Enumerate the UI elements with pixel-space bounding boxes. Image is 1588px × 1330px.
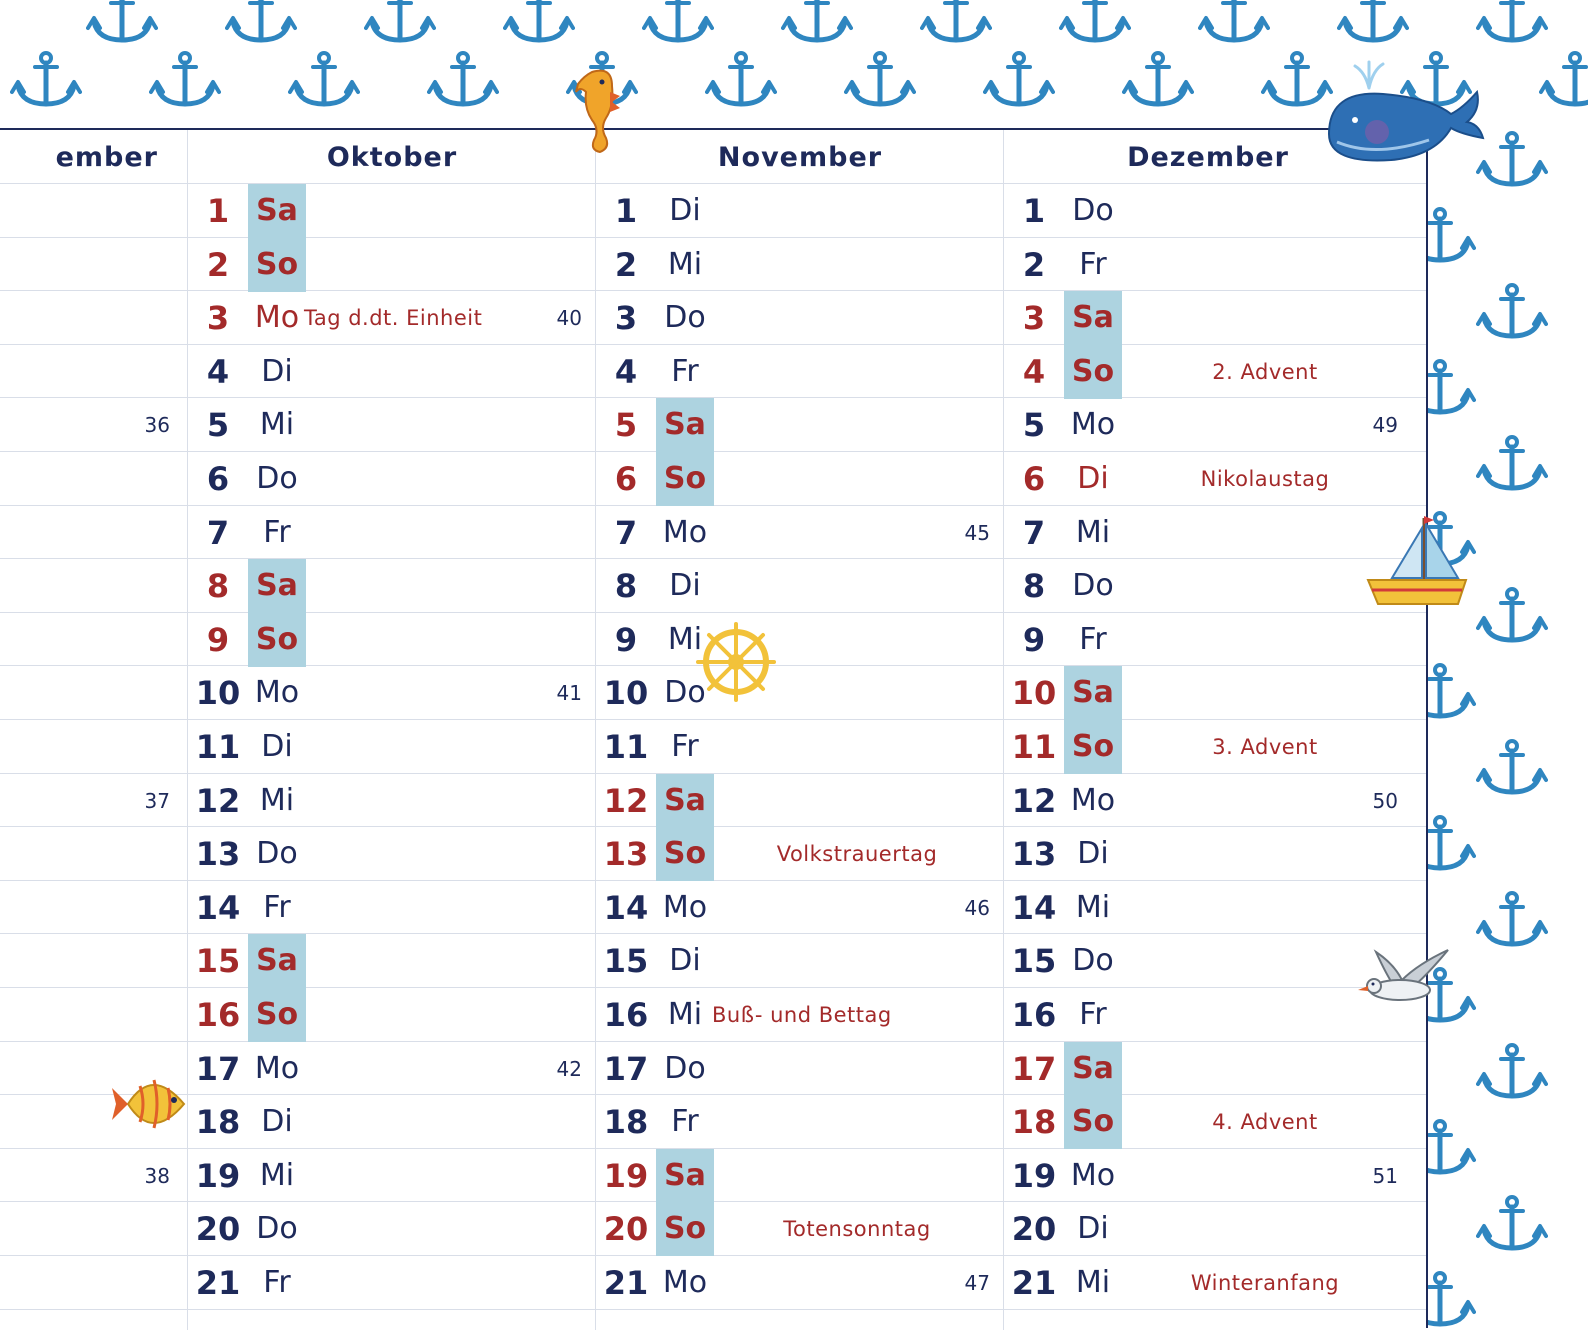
day-number: 15: [603, 942, 649, 981]
day-row: [1004, 291, 1412, 345]
day-number: 21: [1011, 1264, 1057, 1302]
day-row: [188, 720, 596, 774]
weekday-weekend-cell: So: [1064, 720, 1122, 774]
weekday-label: Fr: [263, 889, 291, 925]
day-row: [0, 1095, 184, 1149]
day-number: 1: [614, 192, 638, 230]
month-title-oktober: Oktober: [326, 142, 458, 173]
anchor-icon: [1478, 437, 1546, 488]
day-row: [596, 398, 1004, 452]
day-row: [0, 774, 184, 828]
weekday-label: Mi: [667, 246, 703, 282]
day-number: 14: [603, 888, 649, 927]
anchor-icon: [1061, 0, 1129, 40]
day-row: [596, 345, 1004, 399]
day-row: [188, 184, 596, 238]
day-number: 18: [195, 1103, 241, 1142]
calendar-week-number: 42: [556, 1056, 582, 1081]
day-number: 4: [1022, 352, 1046, 391]
weekday-label: Mo: [1070, 782, 1116, 818]
day-row: [1004, 1042, 1412, 1096]
day-row: [188, 774, 596, 828]
day-row: [0, 827, 184, 881]
day-number: 2: [206, 245, 230, 284]
day-number: 16: [195, 996, 241, 1034]
day-row: [188, 452, 596, 506]
day-number: 12: [195, 781, 241, 820]
weekday-label: Mo: [1070, 1157, 1116, 1193]
day-row: [1004, 934, 1412, 988]
weekday-label: Do: [1072, 193, 1114, 228]
day-number: 20: [1011, 1210, 1057, 1249]
weekday-label: Fr: [263, 1265, 291, 1300]
day-row: [1004, 184, 1412, 238]
anchor-icon: [151, 53, 219, 104]
weekday-label: Mi: [1075, 514, 1111, 550]
day-row: [596, 1149, 1004, 1203]
day-row: [596, 827, 1004, 881]
anchor-icon: [1478, 1045, 1546, 1096]
day-row: [188, 881, 596, 935]
day-number: 13: [603, 835, 649, 874]
weekday-label: Mi: [259, 407, 295, 443]
day-number: 21: [195, 1264, 241, 1302]
anchor-icon: [505, 0, 573, 40]
weekday-weekend-cell: So: [656, 1202, 714, 1256]
holiday-label: Winteranfang: [1190, 1271, 1340, 1295]
weekday-label: Di: [261, 1104, 293, 1140]
day-row: [188, 291, 596, 345]
day-number: 5: [614, 406, 638, 445]
month-column-september: [0, 130, 184, 1330]
anchor-icon: [846, 53, 914, 104]
weekday-label: Mi: [667, 621, 703, 657]
weekday-label: Di: [669, 943, 701, 979]
weekday-label: Fr: [1079, 621, 1107, 657]
day-row: [596, 613, 1004, 667]
day-row: [188, 506, 596, 560]
day-row: [1004, 1095, 1412, 1149]
calendar-week-number: 38: [144, 1163, 170, 1188]
anchor-icon: [1402, 53, 1470, 104]
weekday-label: Mi: [259, 782, 295, 818]
weekday-label: Fr: [263, 514, 291, 550]
day-row: [188, 827, 596, 881]
day-number: 10: [603, 674, 649, 713]
day-row: [596, 1095, 1004, 1149]
weekday-weekend-cell: So: [656, 827, 714, 881]
day-row: [1004, 452, 1412, 506]
day-number: 3: [1022, 299, 1046, 338]
weekday-label: Fr: [671, 1104, 699, 1140]
day-row: [188, 613, 596, 667]
weekday-label: Do: [664, 1050, 706, 1086]
anchor-icon: [1124, 53, 1192, 104]
day-row: [188, 1256, 596, 1310]
day-row: [0, 291, 184, 345]
day-row: [188, 1042, 596, 1096]
anchor-icon: [707, 53, 775, 104]
day-number: 12: [1011, 781, 1057, 820]
day-row: [596, 1202, 1004, 1256]
day-number: 15: [195, 942, 241, 981]
weekday-label: Mo: [662, 889, 708, 925]
weekday-weekend-cell: So: [248, 613, 306, 667]
holiday-label: 2. Advent: [1212, 359, 1318, 384]
anchor-icon: [1200, 0, 1268, 40]
day-number: 17: [603, 1049, 649, 1088]
day-row: [1004, 613, 1412, 667]
day-row: [1004, 1202, 1412, 1256]
anchor-icon: [1478, 741, 1546, 792]
day-row: [0, 881, 184, 935]
day-row: [1004, 1256, 1412, 1310]
day-row: [1004, 345, 1412, 399]
holiday-label: 4. Advent: [1212, 1110, 1318, 1135]
weekday-weekend-cell: Sa: [656, 398, 714, 452]
weekday-label: Mi: [1075, 889, 1111, 925]
day-row: [0, 1149, 184, 1203]
day-number: 11: [1011, 728, 1057, 766]
month-title-dezember: Dezember: [1127, 142, 1289, 173]
weekday-label: Mo: [254, 675, 300, 711]
day-row: [1004, 666, 1412, 720]
anchor-icon: [985, 53, 1053, 104]
calendar-week-number: 46: [964, 895, 990, 920]
day-row: [596, 559, 1004, 613]
anchor-icon: [783, 0, 851, 40]
weekday-label: Mo: [662, 514, 708, 550]
day-number: 20: [195, 1210, 241, 1249]
anchor-icon: [1478, 133, 1546, 184]
day-number: 3: [614, 299, 638, 338]
weekday-label: Di: [669, 193, 701, 228]
day-row: [188, 666, 596, 720]
day-row: [1004, 881, 1412, 935]
weekday-label: Di: [1077, 836, 1109, 872]
day-row: [596, 1256, 1004, 1310]
calendar-week-number: 36: [144, 413, 170, 438]
anchor-icon: [290, 53, 358, 104]
weekday-label: Di: [669, 568, 701, 604]
day-number: 4: [206, 352, 230, 391]
anchor-icon: [1263, 53, 1331, 104]
day-row: [0, 666, 184, 720]
weekday-label: Do: [664, 300, 706, 336]
calendar-week-number: 50: [1372, 788, 1398, 813]
day-number: 18: [1011, 1103, 1057, 1142]
day-row: [596, 506, 1004, 560]
day-number: 2: [1022, 245, 1046, 284]
calendar-grid: [0, 128, 1428, 1328]
day-number: 5: [1022, 406, 1046, 445]
day-number: 17: [195, 1049, 241, 1088]
weekday-label: Do: [1072, 943, 1114, 979]
day-row: [0, 184, 184, 238]
weekday-label: Do: [256, 461, 298, 496]
weekday-label: Do: [1072, 568, 1114, 604]
day-row: [596, 291, 1004, 345]
day-row: [0, 613, 184, 667]
anchor-icon: [1478, 1197, 1546, 1248]
day-row: [0, 988, 184, 1042]
anchor-icon: [1478, 589, 1546, 640]
calendar-week-number: 45: [964, 520, 990, 545]
day-row: [188, 559, 596, 613]
weekday-label: Fr: [671, 353, 699, 389]
day-number: 13: [1011, 835, 1057, 874]
weekday-label: Fr: [1079, 246, 1107, 282]
anchor-icon: [568, 53, 636, 104]
month-title-september: ember: [55, 142, 158, 173]
day-row: [0, 506, 184, 560]
weekday-weekend-cell: So: [656, 452, 714, 506]
weekday-weekend-cell: Sa: [248, 934, 306, 988]
weekday-label: Mo: [1070, 407, 1116, 443]
anchor-icon: [227, 0, 295, 40]
calendar-week-number: 49: [1372, 413, 1398, 438]
weekday-weekend-cell: Sa: [248, 184, 306, 238]
holiday-label: Buß- und Bettag: [712, 1003, 892, 1027]
day-number: 20: [603, 1210, 649, 1249]
day-row: [596, 184, 1004, 238]
weekday-label: Di: [1077, 1211, 1109, 1247]
day-number: 3: [206, 299, 230, 338]
day-number: 5: [206, 406, 230, 445]
anchor-icon: [12, 53, 80, 104]
day-number: 1: [206, 192, 230, 230]
day-number: 7: [614, 513, 638, 552]
calendar-week-number: 41: [556, 681, 582, 706]
day-row: [188, 238, 596, 292]
weekday-label: Mi: [667, 997, 703, 1032]
day-row: [1004, 1149, 1412, 1203]
holiday-label: Volkstrauertag: [776, 842, 938, 867]
day-row: [0, 934, 184, 988]
day-row: [188, 934, 596, 988]
day-number: 14: [195, 888, 241, 927]
day-number: 2: [614, 245, 638, 284]
day-number: 21: [603, 1264, 649, 1302]
day-number: 4: [614, 352, 638, 391]
month-column-oktober: [188, 130, 596, 1330]
weekday-label: Di: [261, 353, 293, 389]
weekday-weekend-cell: Sa: [656, 1149, 714, 1203]
day-row: [1004, 827, 1412, 881]
weekday-weekend-cell: Sa: [248, 559, 306, 613]
day-number: 14: [1011, 888, 1057, 927]
weekday-label: Fr: [1079, 997, 1107, 1032]
day-row: [188, 1202, 596, 1256]
day-number: 11: [195, 728, 241, 766]
weekday-weekend-cell: So: [1064, 345, 1122, 399]
day-row: [596, 988, 1004, 1042]
anchor-icon: [1541, 53, 1588, 104]
anchor-icon: [644, 0, 712, 40]
day-row: [1004, 720, 1412, 774]
day-number: 9: [206, 620, 230, 659]
day-row: [1004, 398, 1412, 452]
weekday-label: Do: [664, 675, 706, 711]
day-number: 6: [1022, 460, 1046, 498]
day-row: [596, 774, 1004, 828]
day-number: 8: [206, 567, 230, 606]
day-row: [1004, 988, 1412, 1042]
day-row: [0, 1202, 184, 1256]
day-row: [1004, 774, 1412, 828]
day-row: [0, 720, 184, 774]
day-number: 7: [1022, 513, 1046, 552]
day-number: 18: [603, 1103, 649, 1142]
weekday-weekend-cell: Sa: [1064, 291, 1122, 345]
day-number: 10: [195, 674, 241, 713]
weekday-label: Do: [256, 836, 298, 872]
day-number: 7: [206, 513, 230, 552]
day-row: [0, 1042, 184, 1096]
weekday-label: Mi: [259, 1157, 295, 1193]
weekday-label: Di: [1077, 461, 1109, 496]
weekday-weekend-cell: Sa: [1064, 1042, 1122, 1096]
day-number: 19: [1011, 1156, 1057, 1195]
day-number: 6: [206, 460, 230, 498]
calendar-week-number: 47: [964, 1271, 990, 1295]
day-number: 12: [603, 781, 649, 820]
weekday-label: Mo: [254, 1050, 300, 1086]
weekday-weekend-cell: So: [248, 238, 306, 292]
day-number: 6: [614, 460, 638, 498]
day-number: 19: [195, 1156, 241, 1195]
anchor-icon: [1339, 0, 1407, 40]
weekday-label: Mo: [662, 1265, 708, 1300]
day-row: [596, 720, 1004, 774]
day-row: [0, 1256, 184, 1310]
day-number: 19: [603, 1156, 649, 1195]
weekday-label: Fr: [671, 729, 699, 764]
calendar-week-number: 40: [556, 306, 582, 331]
day-number: 17: [1011, 1049, 1057, 1088]
day-row: [0, 345, 184, 399]
weekday-label: Mi: [1075, 1265, 1111, 1300]
holiday-label: 3. Advent: [1212, 735, 1318, 759]
day-row: [596, 1042, 1004, 1096]
holiday-label: Totensonntag: [783, 1217, 931, 1242]
weekday-label: Do: [256, 1211, 298, 1247]
day-row: [188, 988, 596, 1042]
anchor-icon: [1478, 0, 1546, 40]
weekday-weekend-cell: Sa: [1064, 666, 1122, 720]
calendar-week-number: 37: [144, 788, 170, 813]
anchor-icon: [922, 0, 990, 40]
day-row: [188, 1149, 596, 1203]
anchor-icon: [366, 0, 434, 40]
weekday-weekend-cell: So: [248, 988, 306, 1042]
day-row: [0, 238, 184, 292]
day-row: [188, 1095, 596, 1149]
day-number: 9: [1022, 620, 1046, 659]
day-row: [0, 398, 184, 452]
anchor-icon: [1478, 893, 1546, 944]
day-row: [0, 452, 184, 506]
day-row: [188, 398, 596, 452]
weekday-label: Di: [261, 729, 293, 764]
holiday-label: Nikolaustag: [1200, 467, 1330, 491]
month-title-november: November: [717, 142, 883, 173]
day-number: 8: [1022, 567, 1046, 606]
day-number: 9: [614, 620, 638, 659]
month-column-november: [596, 130, 1004, 1330]
day-row: [1004, 559, 1412, 613]
day-number: 16: [1011, 996, 1057, 1034]
day-number: 15: [1011, 942, 1057, 981]
day-number: 16: [603, 996, 649, 1034]
weekday-weekend-cell: Sa: [656, 774, 714, 828]
calendar-week-number: 51: [1372, 1163, 1398, 1188]
day-number: 13: [195, 835, 241, 874]
day-row: [596, 238, 1004, 292]
day-row: [596, 934, 1004, 988]
weekday-weekend-cell: So: [1064, 1095, 1122, 1149]
day-row: [596, 452, 1004, 506]
day-row: [1004, 506, 1412, 560]
day-number: 10: [1011, 674, 1057, 713]
anchor-icon: [88, 0, 156, 40]
day-row: [596, 881, 1004, 935]
holiday-label: Tag d.dt. Einheit: [304, 306, 483, 331]
day-row: [0, 559, 184, 613]
day-row: [188, 345, 596, 399]
day-number: 1: [1022, 192, 1046, 230]
day-number: 8: [614, 567, 638, 606]
day-number: 11: [603, 728, 649, 766]
day-row: [596, 666, 1004, 720]
day-row: [1004, 238, 1412, 292]
anchor-icon: [429, 53, 497, 104]
weekday-label: Mo: [254, 300, 300, 336]
anchor-icon: [1478, 285, 1546, 336]
month-column-dezember: [1004, 130, 1412, 1330]
